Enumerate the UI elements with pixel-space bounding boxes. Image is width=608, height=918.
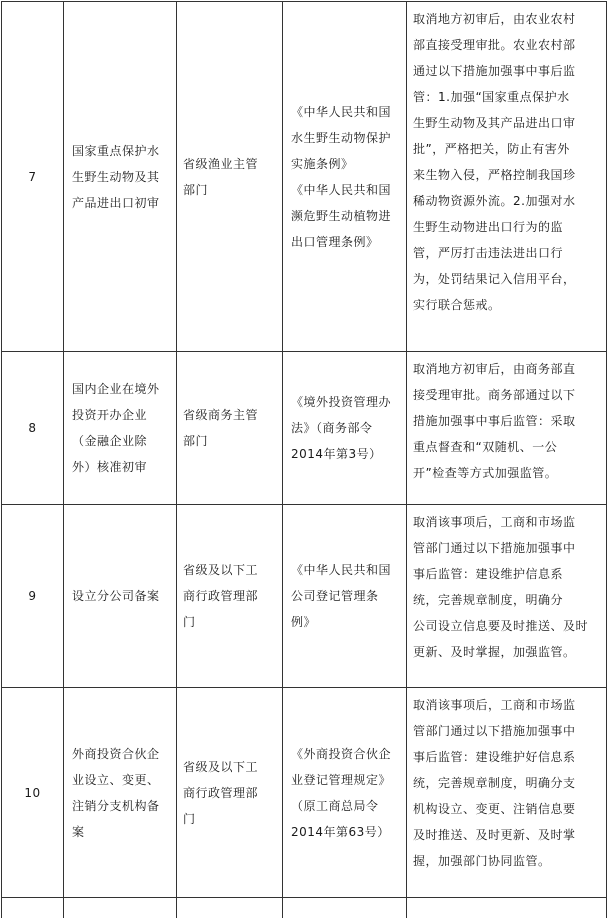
row-number: 8: [2, 352, 64, 505]
authority-cell: 省级及以下工 商行政管理部 门: [177, 688, 283, 898]
oversight-measures-cell: 取消地方初审后，由商务部直 接受理审批。商务部通过以下 措施加强事中事后监管：采取 重点督查和“双随机、一公 开”检查等方式加强监管。: [407, 352, 607, 505]
row-number: 7: [2, 2, 64, 352]
authority-cell: [177, 898, 283, 918]
items-table: [1, 1, 607, 918]
item-name-cell: 国家重点保护水 生野生动物及其 产品进出口初审: [64, 2, 177, 352]
item-name-cell: 设立分公司备案: [64, 505, 177, 688]
authority-cell: 省级商务主管 部门: [177, 352, 283, 505]
table-row: [2, 688, 607, 898]
authority-cell: 省级渔业主管 部门: [177, 2, 283, 352]
legal-basis-cell: 《中华人民共和国 公司登记管理条 例》: [283, 505, 407, 688]
legal-basis-cell: [283, 898, 407, 918]
table-row: [2, 505, 607, 688]
oversight-measures-cell: 取消该事项后，工商和市场监 管部门通过以下措施加强事中 事后监管：建设维护信息系 统，完善规章制度，明确分 公司设立信息要及时推送、及时 更新、及时掌握，加强监管。: [407, 505, 607, 688]
oversight-measures-cell: [407, 898, 607, 918]
legal-basis-cell: 《外商投资合伙企 业登记管理规定》 （原工商总局令 2014年第63号）: [283, 688, 407, 898]
legal-basis-cell: 《境外投资管理办 法》（商务部令 2014年第3号）: [283, 352, 407, 505]
row-number: [2, 898, 64, 918]
table-row-continuation: [2, 898, 607, 918]
legal-basis-cell: 《中华人民共和国 水生野生动物保护 实施条例》 《中华人民共和国 濒危野生动植物进 出口管理条例》: [283, 2, 407, 352]
item-name-cell: 外商投资合伙企 业设立、变更、 注销分支机构备 案: [64, 688, 177, 898]
table-row: [2, 352, 607, 505]
item-name-cell: 国内企业在境外 投资开办企业 （金融企业除 外）核准初审: [64, 352, 177, 505]
table-row: [2, 2, 607, 352]
row-number: 10: [2, 688, 64, 898]
authority-cell: 省级及以下工 商行政管理部 门: [177, 505, 283, 688]
item-name-cell: [64, 898, 177, 918]
oversight-measures-cell: 取消地方初审后，由农业农村 部直接受理审批。农业农村部 通过以下措施加强事中事后监 管：1.加强“国家重点保护水 生野生动物及其产品进出口审 批”，严格把关，防止有害外 来生物入侵，严格控制我国珍 稀动物资源外流。2.加强对水 生野生动物进出口行为的监 管，严厉打击违法进出口行 为，处罚结果记入信用平台， 实行联合惩戒。: [407, 2, 607, 352]
row-number: 9: [2, 505, 64, 688]
oversight-measures-cell: 取消该事项后，工商和市场监 管部门通过以下措施加强事中 事后监管：建设维护好信息系 统，完善规章制度，明确分支 机构设立、变更、注销信息要 及时推送、及时更新、及时掌 握，加强部门协同监管。: [407, 688, 607, 898]
